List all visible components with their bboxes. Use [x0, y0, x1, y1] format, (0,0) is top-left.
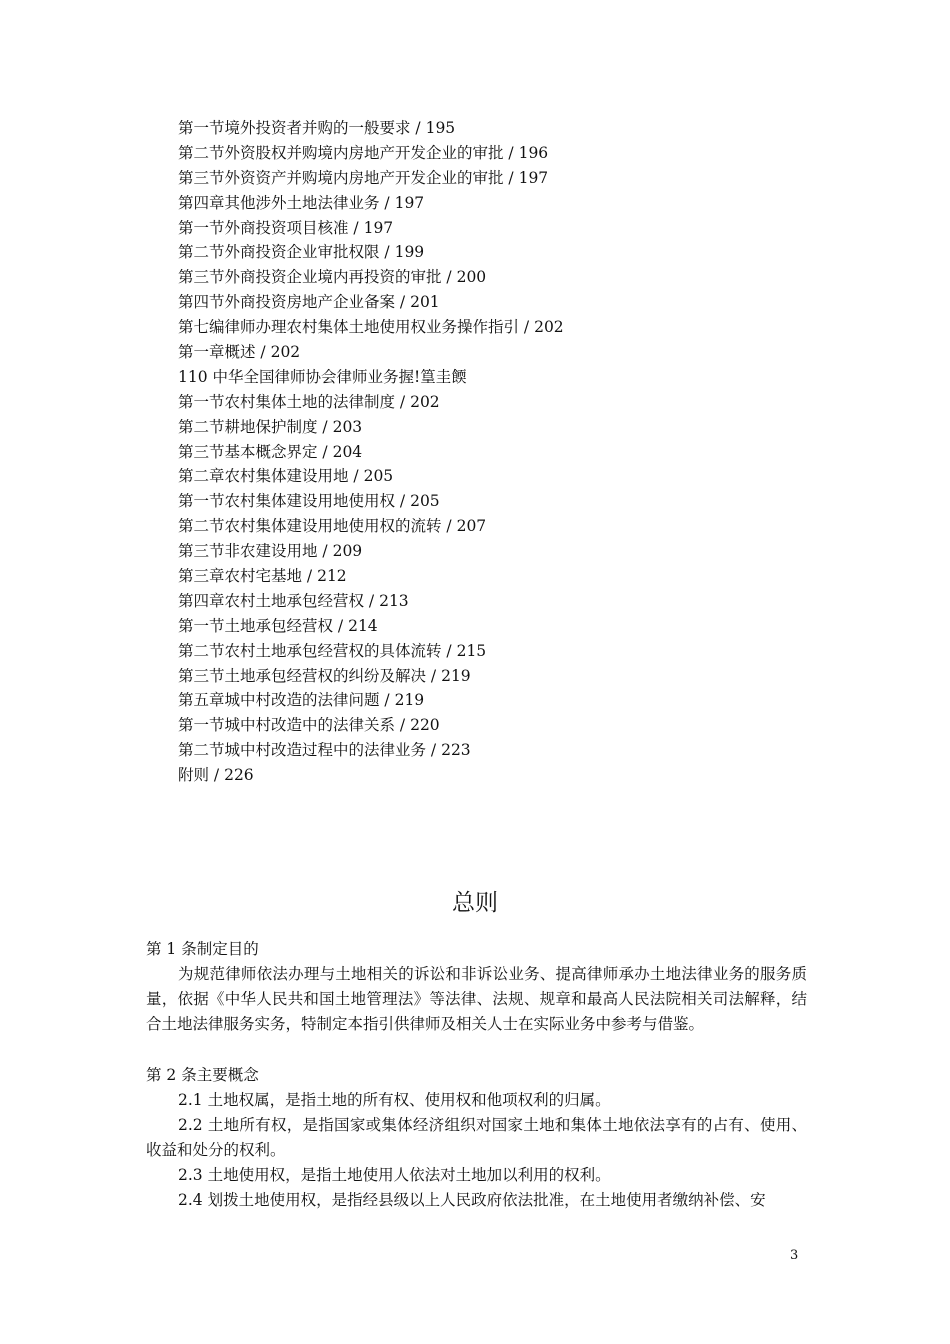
toc-entry: 第二节农村集体建设用地使用权的流转 / 207 [178, 517, 487, 536]
page-number: 3 [790, 1248, 799, 1263]
toc-entry: 第二节外商投资企业审批权限 / 199 [178, 243, 425, 262]
toc-entry: 第一节境外投资者并购的一般要求 / 195 [178, 119, 456, 137]
article-2-paragraph-1: 2.1 土地权属，是指土地的所有权、使用权和他项权利的归属。 [178, 1091, 611, 1109]
toc-entry: 第三节外商投资企业境内再投资的审批 / 200 [178, 268, 487, 287]
article-2-title: 第 2 条主要概念 [146, 1066, 259, 1084]
table-of-contents [178, 116, 564, 788]
article-1-title: 第 1 条制定目的 [146, 940, 259, 958]
toc-entry: 第三节基本概念界定 / 204 [178, 442, 363, 461]
toc-entry: 第一节外商投资项目核准 / 197 [178, 218, 394, 237]
toc-entry: 110 中华全国律师协会律师业务握!篁圭餪 [178, 367, 467, 386]
toc-entry: 第三章农村宅基地 / 212 [178, 567, 347, 586]
toc-entry: 第五章城中村改造的法律问题 / 219 [178, 691, 425, 710]
toc-entry: 第四节外商投资房地产企业备案 / 201 [178, 293, 440, 312]
article-2-paragraph-2: 2.2 土地所有权，是指国家或集体经济组织对国家土地和集体土地依法享有的占有、使用、收益和处分的权利。 [146, 1116, 807, 1159]
article-2-paragraph-4: 2.4 划拨土地使用权，是指经县级以上人民政府依法批准，在土地使用者缴纳补偿、安 [178, 1191, 766, 1209]
article-1-body [146, 962, 807, 1037]
article-2-body [146, 1088, 807, 1213]
article-1-paragraph: 为规范律师依法办理与土地相关的诉讼和非诉讼业务、提高律师承办土地法律业务的服务质量，依据《中华人民共和国土地管理法》等法律、法规、规章和最高人民法院相关司法解释，结合土地法律服务实务，特制定本指引供律师及相关人士在实际业务中参考与借鉴。 [146, 965, 807, 1033]
toc-entry: 第一章概述 / 202 [178, 343, 301, 362]
toc-entry: 第二节农村土地承包经营权的具体流转 / 215 [178, 641, 487, 660]
toc-entry: 第二节外资股权并购境内房地产开发企业的审批 / 196 [178, 143, 549, 162]
toc-entry: 第二节城中村改造过程中的法律业务 / 223 [178, 741, 471, 760]
toc-entry: 第四章其他涉外土地法律业务 / 197 [178, 193, 425, 212]
toc-entry: 第七编律师办理农村集体土地使用权业务操作指引 / 202 [178, 318, 564, 337]
article-2-paragraph-3: 2.3 土地使用权，是指土地使用人依法对土地加以利用的权利。 [178, 1166, 611, 1184]
toc-entry: 第一节农村集体土地的法律制度 / 202 [178, 392, 440, 411]
toc-entry: 第三节非农建设用地 / 209 [178, 542, 363, 561]
toc-entry: 第一节城中村改造中的法律关系 / 220 [178, 716, 440, 735]
toc-entry: 第三节土地承包经营权的纠纷及解决 / 219 [178, 666, 471, 685]
toc-entry: 第一节农村集体建设用地使用权 / 205 [178, 492, 440, 511]
section-title: 总则 [452, 890, 498, 916]
toc-entry: 第三节外资资产并购境内房地产开发企业的审批 / 197 [178, 168, 549, 187]
toc-entry: 第二节耕地保护制度 / 203 [178, 417, 363, 436]
toc-entry: 第一节土地承包经营权 / 214 [178, 616, 378, 635]
toc-entry: 附则 / 226 [178, 766, 254, 785]
toc-entry: 第四章农村土地承包经营权 / 213 [178, 591, 409, 610]
toc-entry: 第二章农村集体建设用地 / 205 [178, 467, 394, 486]
